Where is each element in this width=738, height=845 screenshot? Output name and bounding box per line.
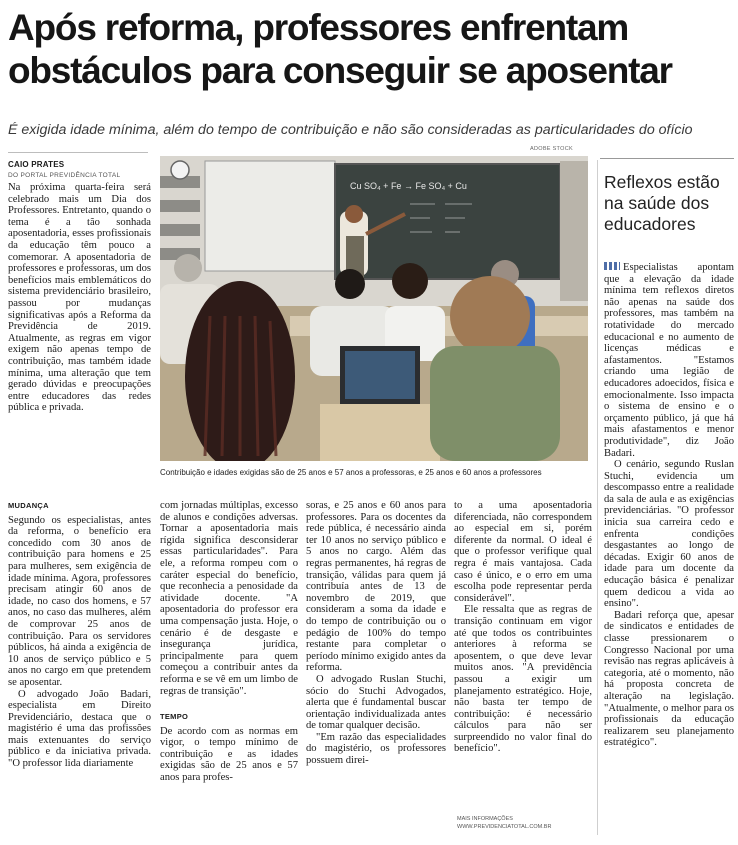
photo-caption: Contribuição e idades exigidas são de 25 anos e 57 anos a professoras, e 25 anos e 60 anos a professores	[160, 468, 542, 477]
paragraph: soras, e 25 anos e 60 anos para professores. Para os docentes da rede pública, é necessário ainda ter 10 anos no serviço público e 5 anos no cargo. Além das regras permanentes, há regras de transição, válidas para quem já contribuía antes de 13 de novembro de 2019, que consideram a soma da idade e do tempo de contribuição ou o pedágio de 100% do tempo restante para completar o período mínimo exigido antes da reforma.	[306, 500, 446, 674]
classroom-illustration	[160, 156, 588, 461]
sidebar-paragraph: O cenário, segundo Ruslan Stuchi, evidencia um descompasso entre a realidade da sala de aula e as exigências previdenciárias. "O professor inicia sua carreira cedo e enfrenta condições desgastantes ao longo de décadas. Exigir 60 anos de idade para um docente da educação básica é penalizar quem dedicou a vida ao ensino".	[604, 459, 734, 610]
subtitle-mudanca: MUDANÇA	[8, 501, 49, 510]
paragraph: O advogado João Badari, especialista em Direito Previdenciário, destaca que o magistério é uma das profissões mais extenuantes do serviço público e da iniciativa privada. "O professor lida diariamente	[8, 688, 151, 770]
sidebar-body	[604, 262, 734, 749]
sidebar-title: Reflexos estão na saúde dos educadores	[604, 172, 720, 234]
sidebar-paragraph-text: Especialistas apontam que a elevação da idade mínima tem reflexos diretos não apenas na saúde dos professores, mas também na rotatividade do mercado educacional e no aumento de licenças médicas e afastamentos. "Estamos criando uma legião de educadores adoecidos, física e emocionalmente. Isso impacta o sistema de ensino e o orçamento público, já que há mais afastamentos e menor produtividade", diz João Badari.	[604, 262, 734, 459]
headline	[8, 6, 732, 92]
paragraph: Segundo os especialistas, antes da reforma, o benefício era concedido com 30 anos de contribuição para homens e 25 para mulheres, sem exigência de idade mínima. Agora, professores precisam atingir 60 anos de idade, no caso dos homens, e 57 anos, no caso das mulheres, além de comprovar 25 anos de contribuição. Para os servidores públicos, há ainda a exigência de 10 anos de serviço público e 5 anos no cargo em que pretendem se aposentar.	[8, 514, 151, 688]
subheadline: É exigida idade mínima, além do tempo de contribuição e não são consideradas as particularidades do ofício	[8, 122, 693, 138]
sidebar-paragraph	[604, 262, 734, 459]
column-1-bottom	[8, 500, 151, 770]
paragraph: O advogado Ruslan Stuchi, sócio do Stuchi Advogados, alerta que é fundamental buscar orientação individualizada antes de tomar qualquer decisão.	[306, 673, 446, 732]
paragraph: De acordo com as normas em vigor, o tempo mínimo de contribuição e as idades exigidas são de 25 anos e 57 anos para profes-	[160, 725, 298, 784]
byline-source: DO PORTAL PREVIDÊNCIA TOTAL	[8, 172, 121, 179]
paragraph: "Em razão das especialidades do magistério, os professores possuem direi-	[306, 731, 446, 767]
more-info-label: MAIS INFORMAÇÕES	[457, 816, 513, 822]
sidebar-paragraph: Badari reforça que, apesar de sindicatos e entidades de classe pressionarem o Congresso Nacional por uma revisão nas regras aplicáveis à categoria, até o momento, não há proposta concreta de alteração na legislação. "Atualmente, o melhor para os profissionais da educação realizarem seu planejamento estratégico".	[604, 609, 734, 749]
column-4	[454, 500, 592, 755]
subtitle-tempo: TEMPO	[160, 712, 189, 722]
paragraph: com jornadas múltiplas, excesso de alunos e condições adversas. Tornar a aposentadoria mais rígida significa desconsiderar essas particularidades". Para ele, a reforma rompeu com o caráter especial do benefício, que reconhecia a penosidade da atividade docente. "A aposentadoria do professor era uma compensação justa. Hoje, o cenário é de desgaste e insegurança jurídica, principalmente para quem começou a contribuir antes da reforma e se vê em um limbo de regras de transição".	[160, 500, 298, 697]
column-3	[306, 500, 446, 767]
more-info-url: WWW.PREVIDENCIATOTAL.COM.BR	[457, 824, 552, 830]
paragraph: to a uma aposentadoria diferenciada, não correspondem ao especial em si, porém diferente da normal. O ideal é que o professor verifique qual regra é mais vantajosa. Cada caso é único, e o erro em uma escolha pode representar perda considerável".	[454, 500, 592, 604]
sidebar-divider	[600, 158, 734, 159]
photo-credit: ADOBE STOCK	[530, 146, 573, 152]
divider	[8, 152, 148, 153]
column-2	[160, 500, 298, 784]
board-formula: Cu SO₄ + Fe → Fe SO₄ + Cu	[350, 181, 467, 191]
classroom-photo	[160, 156, 588, 461]
byline-author: CAIO PRATES	[8, 160, 65, 169]
paragraph: Ele ressalta que as regras de transição continuam em vigor até que todos os contribuintes anteriores à reforma se aposentem, o que deve levar muitos anos. "A previdência passou a exigir um planejamento estratégico. Hoje, não basta ter tempo de contribuição: é necessário cálculos para não ser surpreendido no valor final do benefício".	[454, 604, 592, 755]
column-rule	[597, 160, 598, 835]
headline-line-2: obstáculos para conseguir se aposentar	[8, 50, 672, 91]
section-marker-icon	[604, 262, 620, 270]
column-1-top	[8, 182, 151, 414]
paragraph: Na próxima quarta-feira será celebrado mais um Dia dos Professores. Entretanto, quando o tema é a tão sonhada aposentadoria, esses profissionais da educação têm pouco a comemorar. A aposentadoria de professores e professoras, um dos benefícios mais emblemáticos do sistema previdenciário brasileiro, passou por mudanças significativas após a Reforma da Previdência de 2019. Atualmente, as regras em vigor exigem não apenas tempo de contribuição, mas também idade mínima, uma alteração que tem gerado dúvidas e preocupações entre educadores das redes pública e privada.	[8, 182, 151, 414]
headline-line-1: Após reforma, professores enfrentam	[8, 7, 629, 48]
